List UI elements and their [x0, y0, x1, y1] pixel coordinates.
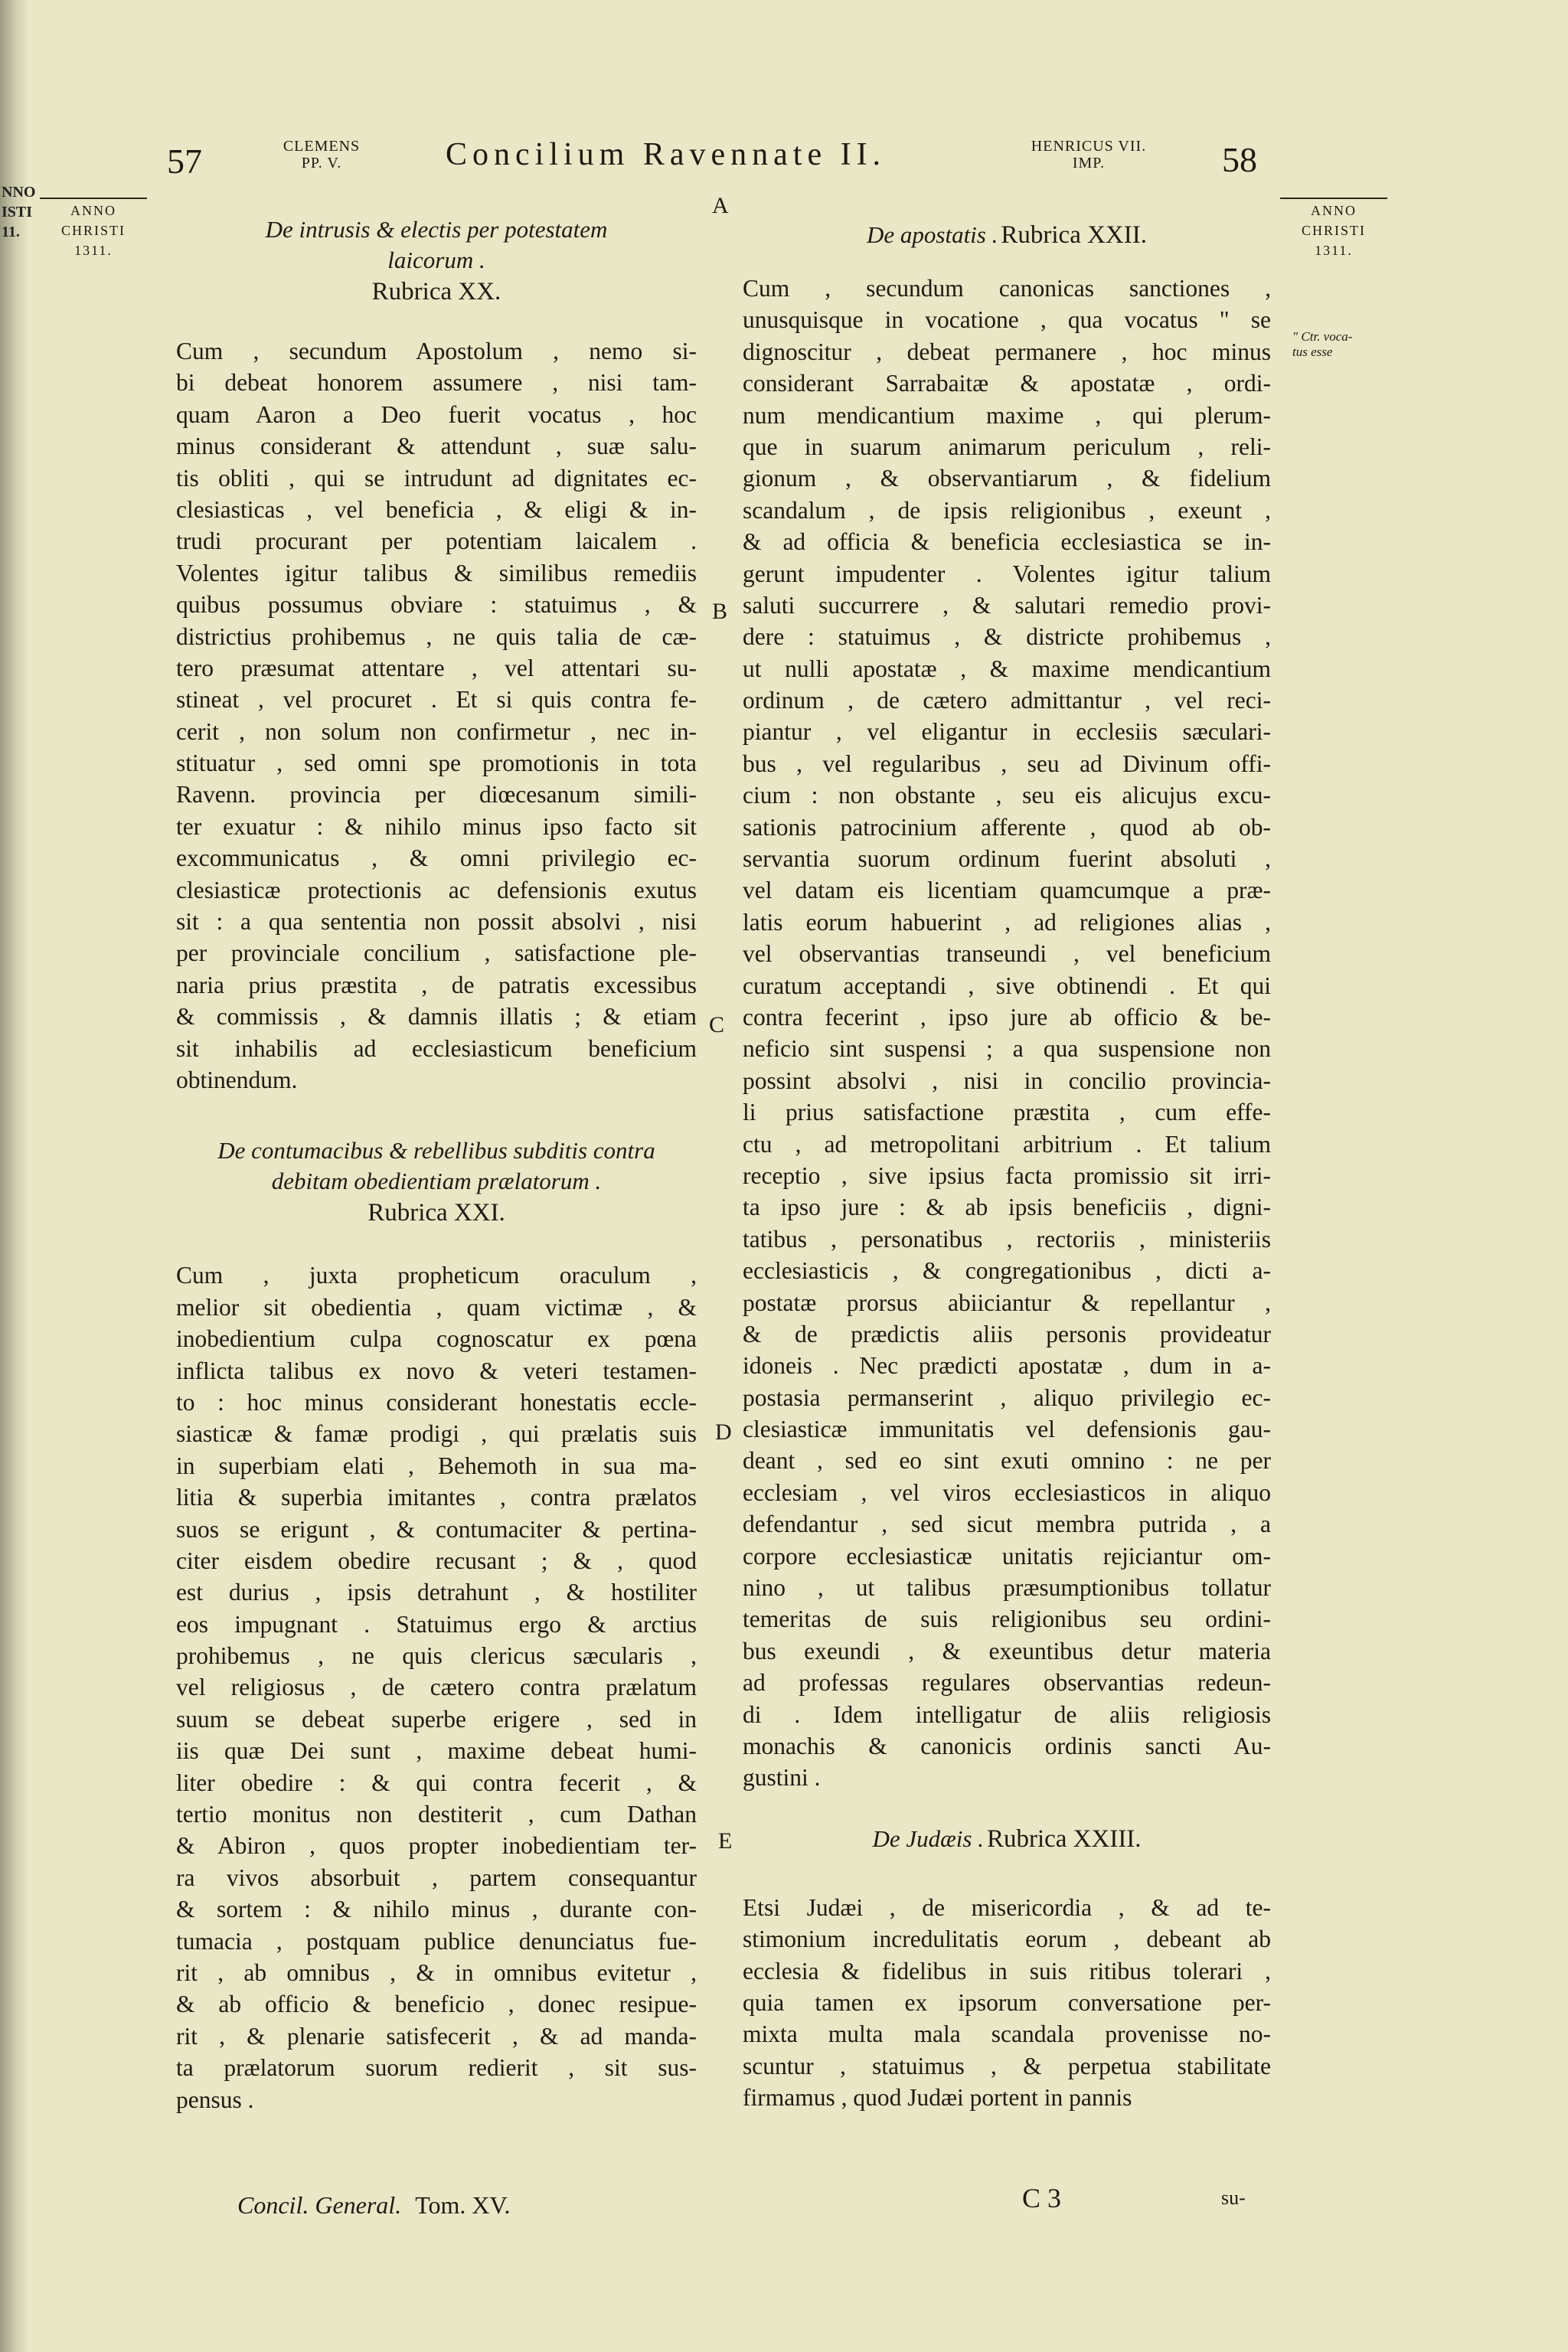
- text-line: di . Idem intelligatur de aliis religiosis: [743, 1700, 1271, 1728]
- text-line: ecclesiasticis , & congregationibus , dicti a-: [743, 1257, 1271, 1285]
- rubric-21-body: [176, 1259, 697, 2115]
- edge-line: 11.: [2, 224, 20, 240]
- text-line: Ravenn. provincia per diœcesanum simili-: [176, 781, 697, 808]
- header-pope: [276, 138, 368, 172]
- text-line: litia & superbia imitantes , contra prælatos: [176, 1484, 697, 1511]
- text-line: liter obedire : & qui contra fecerit , &: [176, 1769, 697, 1796]
- text-line: Etsi Judæi , de misericordia , & ad te-: [743, 1893, 1271, 1921]
- text-line: est durius , ipsis detrahunt , & hostiliter: [176, 1579, 697, 1606]
- text-line: districtius prohibemus , ne quis talia de cæ-: [176, 622, 697, 650]
- text-line: ta prælatorum suorum redierit , sit sus-: [176, 2054, 697, 2082]
- text-line: ordinum , de cætero admittantur , vel reci-: [743, 687, 1271, 714]
- text-line: clesiasticæ protectionis ac defensionis exutus: [176, 876, 697, 903]
- heading-italic: De Judæis .: [872, 1824, 984, 1852]
- text-line: vel observantias transeundi , vel beneficium: [743, 940, 1271, 968]
- text-line: in superbiam elati , Behemoth in sua ma-: [176, 1452, 697, 1479]
- rubric-23-heading: [743, 1823, 1271, 1860]
- text-line: to : hoc minus considerant honestatis eccle-: [176, 1388, 697, 1416]
- right-column: [743, 219, 1271, 2113]
- text-line: cerit , non solum non confirmetur , nec in-: [176, 717, 697, 745]
- margin-letter-c: C: [709, 1012, 725, 1037]
- text-line: ecclesiam , vel viros ecclesiasticos in aliquo: [743, 1478, 1271, 1506]
- margin-letter-a: A: [712, 193, 729, 218]
- emperor-title: IMP.: [1072, 155, 1106, 172]
- text-line: ra vivos absorbuit , partem consequantur: [176, 1864, 697, 1891]
- text-line: li prius satisfactione præstita , cum effe-: [743, 1099, 1271, 1126]
- text-line: vel datam eis licentiam quamcumque a præ-: [743, 877, 1271, 904]
- text-line: & Abiron , quos propter inobedientiam ter-: [176, 1832, 697, 1860]
- text-line: receptio , sive ipsius facta promissio sit irri-: [743, 1161, 1271, 1189]
- text-line: quibus possumus obviare : statuimus , &: [176, 591, 697, 619]
- margin-letter-b: B: [712, 599, 728, 624]
- edge-line: ISTI: [2, 204, 33, 220]
- anno-rule: [1280, 198, 1387, 199]
- footer-tome: Tom. XV.: [415, 2191, 511, 2219]
- text-line: que in suarum animarum periculum , reli-: [743, 433, 1271, 460]
- text-line: scandalum , de ipsis religionibus , exeunt ,: [743, 496, 1271, 524]
- text-line: suos se erigunt , & contumaciter & pertina-: [176, 1515, 697, 1543]
- margin-note: [1292, 329, 1352, 360]
- text-line: minus considerant & attendunt , suæ salu-: [176, 433, 697, 460]
- text-line: postasia permanserint , aliquo privilegio ec-: [743, 1383, 1271, 1411]
- heading-line: De contumacibus & rebellibus subditis contra: [217, 1137, 655, 1165]
- text-line: ter exuatur : & nihilo minus ipso facto sit: [176, 812, 697, 840]
- rubric-22-title: Rubrica XXII.: [1001, 221, 1147, 249]
- text-line: & commissis , & damnis illatis ; & etiam: [176, 1003, 697, 1031]
- text-line: ctu , ad metropolitani arbitrium . Et talium: [743, 1130, 1271, 1158]
- catchword: su-: [1221, 2187, 1246, 2209]
- text-line: unusquisque in vocatione , qua vocatus " se: [743, 306, 1271, 334]
- text-line: dignoscitur , debeat permanere , hoc minus: [743, 338, 1271, 365]
- edge-anno-fragment: [2, 182, 35, 242]
- page-edge: [0, 0, 28, 2352]
- pope-name: CLEMENS: [283, 138, 361, 155]
- text-line: deant , sed eo sint exuti omnino : ne per: [743, 1447, 1271, 1475]
- footer-italic: Concil. General.: [237, 2191, 402, 2219]
- text-line: melior sit obedientia , quam victimæ , &: [176, 1293, 697, 1321]
- rubric-20-body: [176, 335, 697, 1096]
- text-line: iis quæ Dei sunt , maxime debeat humi-: [176, 1737, 697, 1765]
- rubric-22-body: [743, 273, 1271, 1794]
- text-line: tero præsumat attentare , vel attentari su-: [176, 654, 697, 681]
- text-line: latis eorum habuerint , ad religiones alias ,: [743, 908, 1271, 936]
- text-line: tertio monitus non destiterit , cum Dathan: [176, 1801, 697, 1828]
- anno-rule: [40, 198, 147, 199]
- text-line: gionum , & observantiarum , & fidelium: [743, 465, 1271, 492]
- text-line: ad professas regulares observantias redeun-: [743, 1669, 1271, 1697]
- text-line: stimonium incredulitatis eorum , debeant ab: [743, 1926, 1271, 1953]
- text-line: postatæ prorsus abiiciantur & repellantur ,: [743, 1289, 1271, 1316]
- text-line: & ad officia & beneficia ecclesiastica se in-: [743, 528, 1271, 556]
- rubric-21-heading: [176, 1135, 697, 1197]
- margin-note-line: " Ctr. voca-: [1292, 329, 1353, 344]
- text-line: ta ipso jure : & ab ipsis beneficiis , digni-: [743, 1194, 1271, 1221]
- text-line: quam Aaron a Deo fuerit vocatus , hoc: [176, 400, 697, 428]
- left-column: [176, 214, 697, 2115]
- text-line: mixta multa mala scandala provenisse no-: [743, 2020, 1271, 2048]
- text-line: bus exeundi , & exeuntibus detur materia: [743, 1637, 1271, 1664]
- text-line: neficio sint suspensi ; a qua suspensione non: [743, 1035, 1271, 1063]
- text-line: saluti succurrere , & salutari remedio provi-: [743, 591, 1271, 619]
- rubric-23-title: Rubrica XXIII.: [986, 1824, 1142, 1853]
- text-line: inobedientium culpa cognoscatur ex pœna: [176, 1325, 697, 1353]
- rubric-20-title: Rubrica XX.: [371, 278, 501, 305]
- header-emperor: [1012, 138, 1165, 172]
- footer-volume: [237, 2191, 510, 2220]
- text-line: quia tamen ex ipsorum conversatione per-: [743, 1988, 1271, 2016]
- text-line: Volentes igitur talibus & similibus remediis: [176, 559, 697, 586]
- anno-christi-right: [1280, 198, 1387, 260]
- text-line: & de prædictis aliis personis provideatur: [743, 1320, 1271, 1348]
- text-line: pensus .: [176, 2086, 254, 2113]
- page-number-right: 58: [1222, 140, 1257, 179]
- anno-year: 1311.: [1315, 243, 1353, 258]
- text-line: sationis patrocinium afferente , quod ab ob-: [743, 813, 1271, 841]
- anno-year: 1311.: [74, 243, 113, 258]
- text-line: tis obliti , qui se intrudunt ad dignitates ec-: [176, 464, 697, 492]
- text-line: stineat , vel procuret . Et si quis contra fe-: [176, 686, 697, 714]
- heading-italic: De apostatis .: [867, 221, 998, 248]
- margin-letter-d: D: [715, 1419, 732, 1445]
- text-line: tumacia , postquam publice denunciatus fue-: [176, 1927, 697, 1955]
- heading-line: laicorum .: [387, 247, 485, 273]
- text-line: gerunt impudenter . Volentes igitur talium: [743, 560, 1271, 587]
- text-line: Cum , secundum Apostolum , nemo si-: [176, 338, 697, 364]
- christi-word: CHRISTI: [1301, 223, 1366, 238]
- text-line: trudi procurant per potentiam laicalem .: [176, 528, 697, 555]
- text-line: suum se debeat superbe erigere , sed in: [176, 1705, 697, 1733]
- text-line: naria prius præstita , de patratis excessibus: [176, 971, 697, 998]
- text-line: prohibemus , ne quis clericus sæcularis ,: [176, 1642, 697, 1670]
- text-line: ut nulli apostatæ , & maxime mendicantium: [743, 655, 1271, 682]
- text-line: Cum , juxta propheticum oraculum ,: [176, 1262, 697, 1289]
- text-line: clesiasticas , vel beneficia , & eligi & in-: [176, 495, 697, 523]
- text-line: sit : a qua sententia non possit absolvi , nisi: [176, 908, 697, 936]
- text-line: piantur , vel eligantur in ecclesiis sæculari-: [743, 718, 1271, 746]
- text-line: cium : non obstante , seu eis alicujus excu-: [743, 782, 1271, 809]
- text-line: possint absolvi , nisi in concilio provincia-: [743, 1067, 1271, 1094]
- heading-line: De intrusis & electis per potestatem: [265, 216, 608, 243]
- text-line: Cum , secundum canonicas sanctiones ,: [743, 275, 1271, 302]
- anno-christi-left: [40, 198, 147, 260]
- text-line: obtinendum.: [176, 1066, 298, 1093]
- christi-word: CHRISTI: [60, 223, 126, 238]
- rubric-23-body: [743, 1892, 1271, 2114]
- text-line: & ab officio & beneficio , donec resipue-: [176, 1991, 697, 2018]
- text-line: num mendicantium maxime , qui plerum-: [743, 401, 1271, 429]
- text-line: idoneis . Nec prædicti apostatæ , dum in a-: [743, 1352, 1271, 1380]
- text-line: inflicta talibus ex novo & veteri testamen-: [176, 1357, 697, 1384]
- text-line: nino , ut talibus præsumptionibus tollatur: [743, 1574, 1271, 1602]
- text-line: siasticæ & famæ prodigi , qui prælatis suis: [176, 1420, 697, 1448]
- margin-letter-e: E: [718, 1828, 733, 1854]
- text-line: tatibus , personatibus , rectoriis , ministeriis: [743, 1225, 1271, 1253]
- text-line: servantia suorum ordinum fuerint absoluti ,: [743, 845, 1271, 873]
- text-line: defendantur , sed sicut membra putrida , a: [743, 1511, 1271, 1538]
- text-line: citer eisdem obedire recusant ; & , quod: [176, 1547, 697, 1574]
- text-line: vel religiosus , de cætero contra prælatum: [176, 1674, 697, 1701]
- text-line: corpore ecclesiasticæ unitatis rejiciantur om-: [743, 1542, 1271, 1570]
- text-line: sit inhabilis ad ecclesiasticum beneficium: [176, 1034, 697, 1062]
- text-line: rit , & plenarie satisfecerit , & ad manda-: [176, 2022, 697, 2050]
- text-line: bi debeat honorem assumere , nisi tam-: [176, 369, 697, 397]
- text-line: curatum acceptandi , sive obtinendi . Et qui: [743, 972, 1271, 999]
- text-line: scuntur , statuimus , & perpetua stabilitate: [743, 2052, 1271, 2079]
- edge-line: NNO: [2, 184, 36, 201]
- text-line: per provinciale concilium , satisfactione ple-: [176, 939, 697, 967]
- text-line: & sortem : & nihilo minus , durante con-: [176, 1896, 697, 1923]
- signature-mark: C 3: [1022, 2183, 1062, 2213]
- anno-word: ANNO: [70, 203, 116, 218]
- text-line: firmamus , quod Judæi portent in pannis: [743, 2084, 1132, 2112]
- page-number-left: 57: [167, 142, 202, 181]
- text-line: temeritas de suis religionibus seu ordini-: [743, 1606, 1271, 1633]
- heading-line: debitam obedientiam prælatorum .: [271, 1168, 602, 1195]
- rubric-21-title: Rubrica XXI.: [368, 1199, 505, 1227]
- anno-word: ANNO: [1311, 203, 1357, 218]
- rubric-20-heading: [176, 214, 697, 276]
- running-title: Concilium Ravennate II.: [446, 137, 887, 172]
- text-line: gustini .: [743, 1764, 821, 1792]
- text-line: monachis & canonicis ordinis sancti Au-: [743, 1732, 1271, 1759]
- text-line: rit , ab omnibus , & in omnibus evitetur ,: [176, 1958, 697, 1986]
- text-line: eos impugnant . Statuimus ergo & arctius: [176, 1610, 697, 1638]
- text-line: dere : statuimus , & districte prohibemus ,: [743, 623, 1271, 651]
- text-line: bus , vel regularibus , seu ad Divinum offi-: [743, 750, 1271, 777]
- text-line: clesiasticæ immunitatis vel defensionis gau-: [743, 1416, 1271, 1443]
- text-line: considerant Sarrabaitæ & apostatæ , ordi-: [743, 370, 1271, 397]
- emperor-name: HENRICUS VII.: [1031, 138, 1147, 155]
- text-line: contra fecerint , ipso jure ab officio & be-: [743, 1003, 1271, 1031]
- text-line: ecclesia & fidelibus in suis ritibus tolerari ,: [743, 1957, 1271, 1984]
- rubric-22-heading: [743, 219, 1271, 256]
- text-line: excommunicatus , & omni privilegio ec-: [176, 844, 697, 872]
- pope-title: PP. V.: [301, 155, 342, 172]
- margin-note-line: tus esse: [1292, 345, 1333, 359]
- text-line: stituatur , sed omni spe promotionis in tota: [176, 750, 697, 777]
